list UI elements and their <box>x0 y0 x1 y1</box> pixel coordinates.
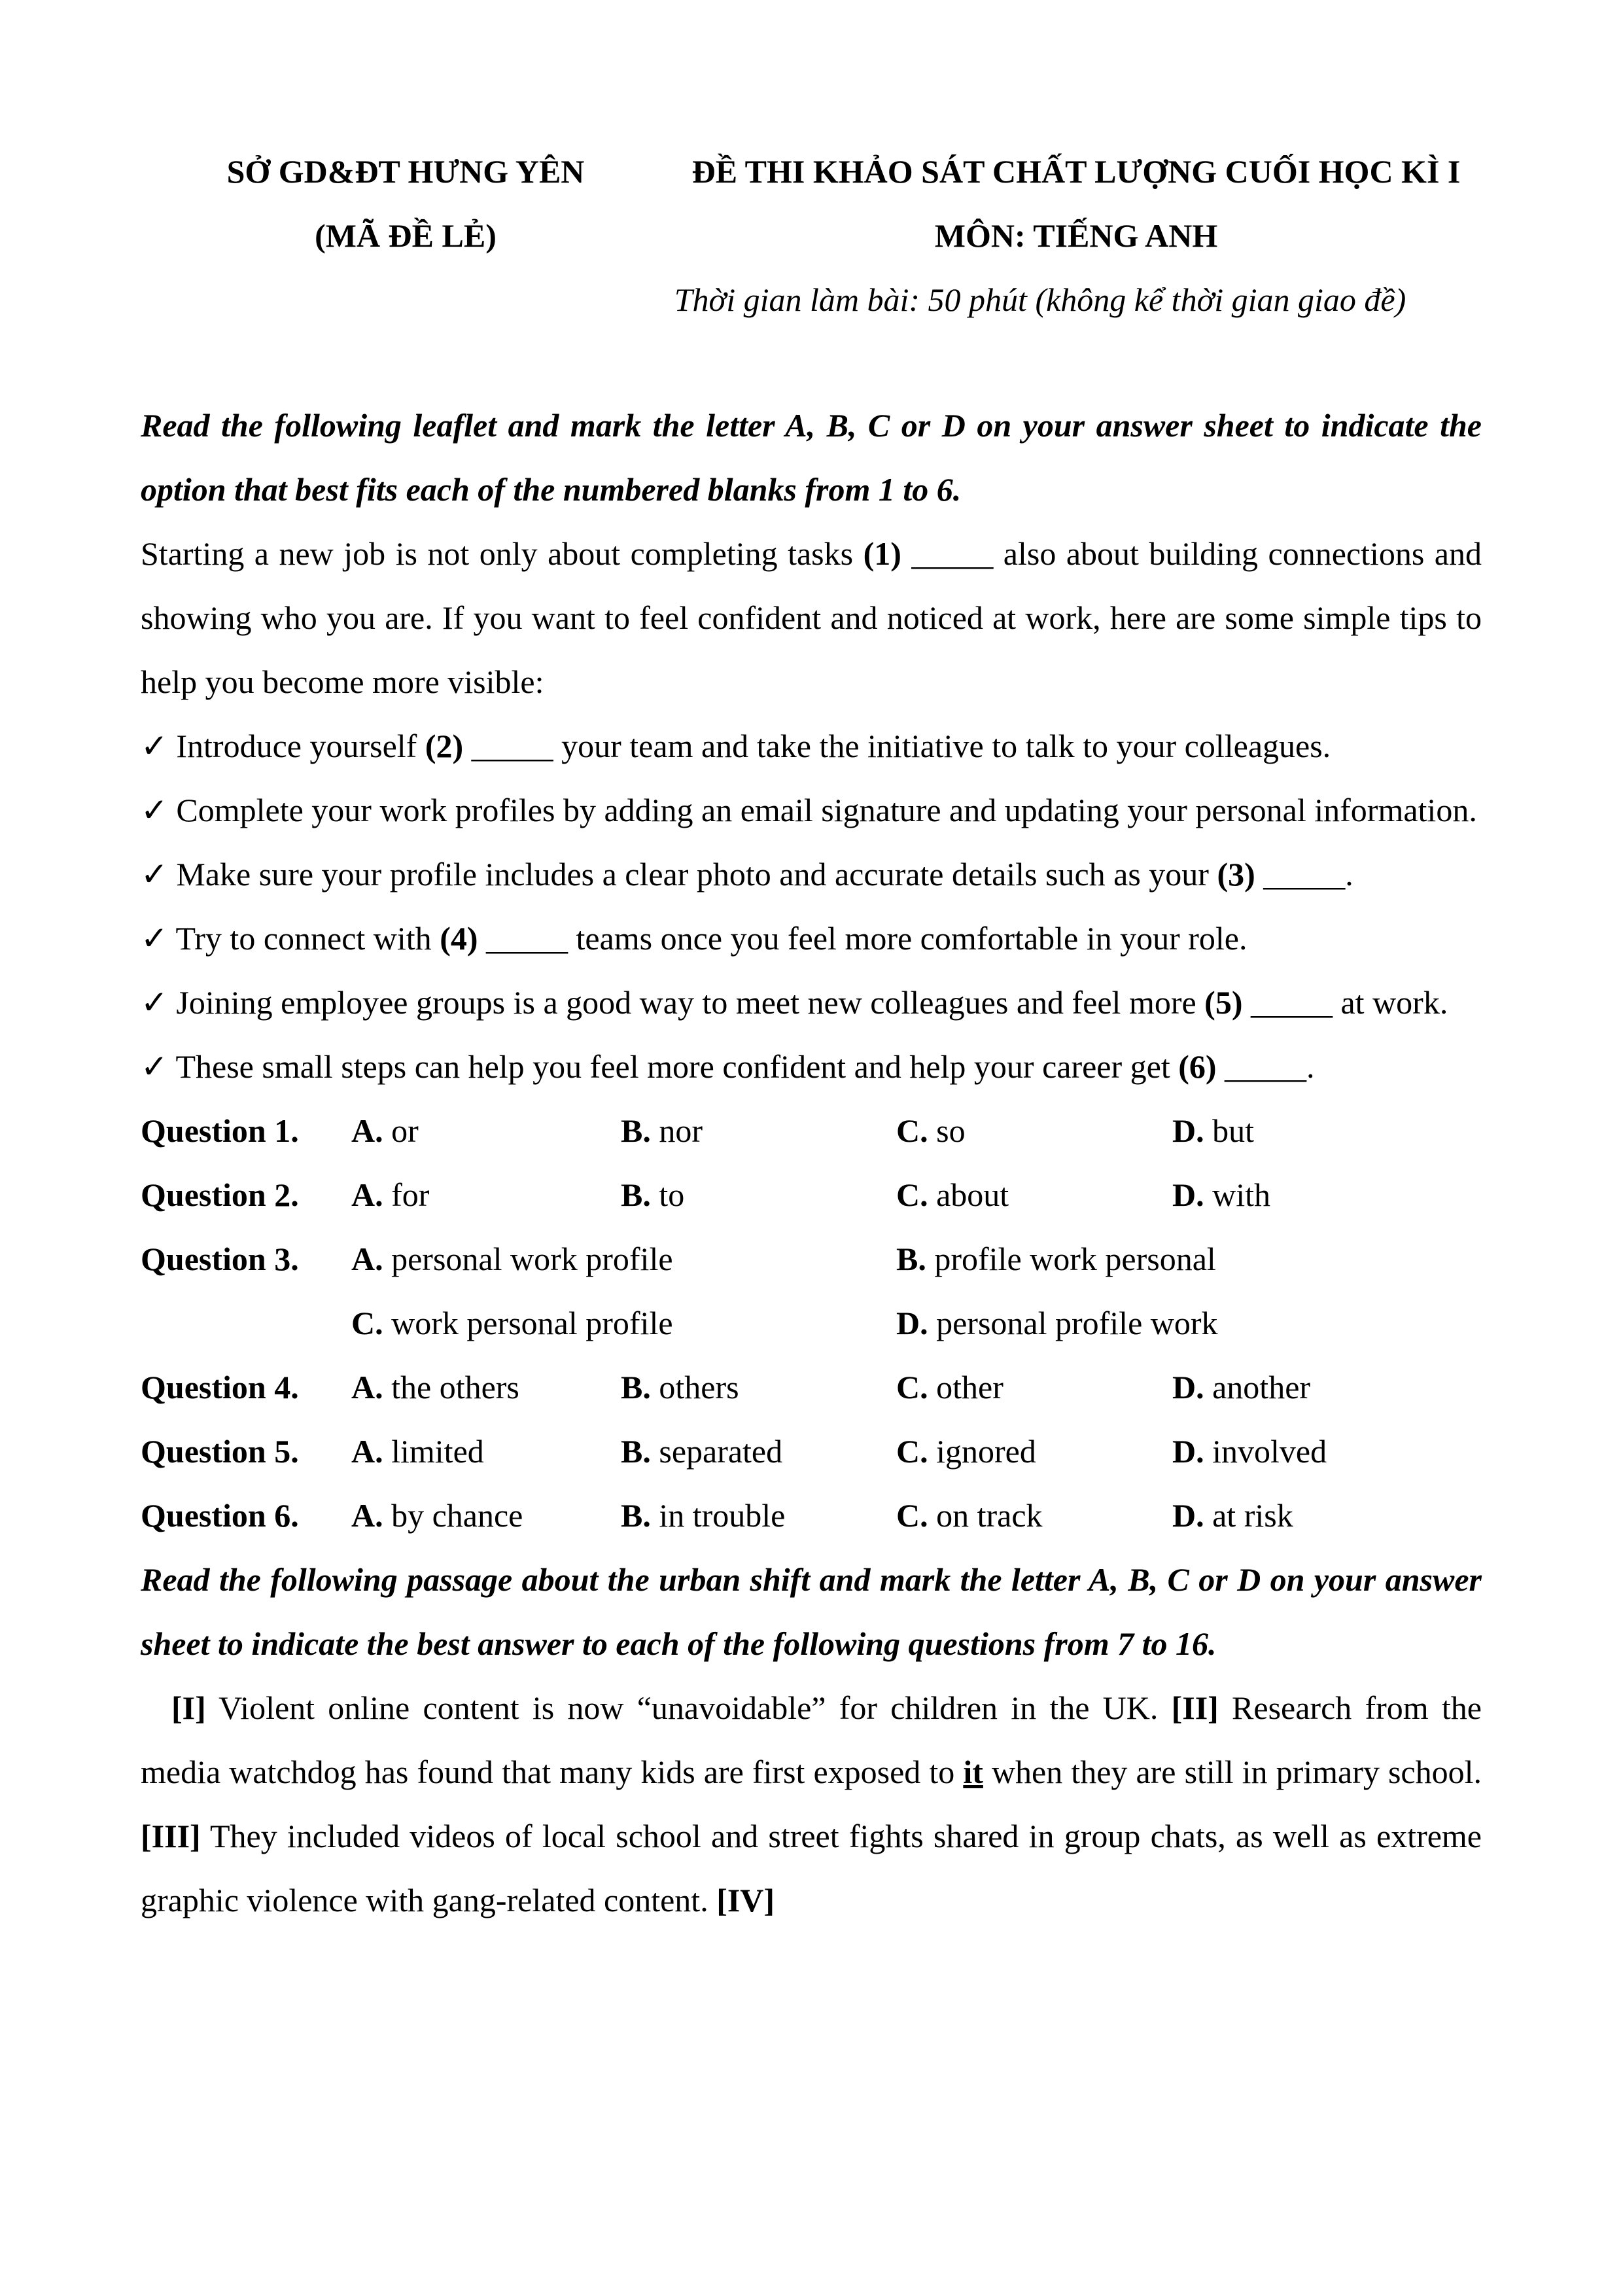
option-b <box>621 1099 896 1163</box>
tip-item-1: ✓ Introduce yourself (2) _____ your team and take the initiative to talk to your colleagues. <box>141 728 1331 764</box>
question-row-3 <box>141 1227 1482 1291</box>
option-text: nor <box>659 1112 703 1149</box>
tip-item-4: ✓ Try to connect with (4) _____ teams once you feel more comfortable in your role. <box>141 920 1248 957</box>
option-c <box>896 1099 1172 1163</box>
option-key: C. <box>351 1305 383 1341</box>
option-d <box>1172 1419 1482 1483</box>
tip-item-5: ✓ Joining employee groups is a good way to meet new colleagues and feel more (5) _____ at work. <box>141 984 1448 1021</box>
option-text: the others <box>391 1369 519 1405</box>
option-key: C. <box>896 1433 928 1470</box>
question-label: Question 6. <box>141 1497 299 1534</box>
option-b <box>896 1227 1482 1291</box>
option-text: work personal profile <box>391 1305 673 1341</box>
option-a <box>351 1483 621 1547</box>
option-text: involved <box>1212 1433 1327 1470</box>
option-key: D. <box>896 1305 928 1341</box>
option-a <box>351 1163 621 1227</box>
tip-item-3: ✓ Make sure your profile includes a clear photo and accurate details such as your (3) _____. <box>141 856 1353 892</box>
option-text: separated <box>659 1433 783 1470</box>
exam-header <box>141 139 1482 268</box>
subject-line: MÔN: TIẾNG ANH <box>934 217 1218 254</box>
option-text: at risk <box>1212 1497 1293 1534</box>
option-key: D. <box>1172 1433 1204 1470</box>
option-d <box>896 1291 1482 1355</box>
option-key: B. <box>621 1369 651 1405</box>
question-row-3-continued <box>141 1291 1482 1355</box>
reading-passage: [I] Violent online content is now “unavoidable” for children in the UK. [II] Research from the media watchdog has found that many kids are first exposed to it when they are still in primary school. [III] They included videos of local school and street fights shared in group chats, as well as extreme graphic violence with gang-related content. [IV] <box>141 1689 1482 1918</box>
option-text: with <box>1212 1176 1271 1213</box>
option-c <box>896 1419 1172 1483</box>
option-key: A. <box>351 1433 383 1470</box>
option-a <box>351 1227 896 1291</box>
option-key: A. <box>351 1369 383 1405</box>
option-key: A. <box>351 1241 383 1277</box>
option-text: to <box>659 1176 685 1213</box>
question-row-5 <box>141 1419 1482 1483</box>
department-name: SỞ GD&ĐT HƯNG YÊN <box>226 153 585 190</box>
option-key: B. <box>896 1241 926 1277</box>
option-text: limited <box>391 1433 484 1470</box>
option-b <box>621 1483 896 1547</box>
option-key: B. <box>621 1497 651 1534</box>
option-text: personal profile work <box>936 1305 1218 1341</box>
part2-instruction: Read the following passage about the urban shift and mark the letter A, B, C or D on your answer sheet to indicate the best answer to each of the following questions from 7 to 16. <box>141 1561 1482 1662</box>
question-row-4 <box>141 1355 1482 1419</box>
duration-note: Thời gian làm bài: 50 phút (không kể thời gian giao đề) <box>674 281 1406 318</box>
option-b <box>621 1419 896 1483</box>
option-key: D. <box>1172 1176 1204 1213</box>
option-text: or <box>391 1112 419 1149</box>
option-d <box>1172 1163 1482 1227</box>
option-c <box>896 1355 1172 1419</box>
option-text: others <box>659 1369 739 1405</box>
option-key: A. <box>351 1497 383 1534</box>
option-text: by chance <box>391 1497 523 1534</box>
option-c <box>896 1163 1172 1227</box>
tip-item-2: ✓ Complete your work profiles by adding an email signature and updating your personal information. <box>141 792 1477 828</box>
option-key: B. <box>621 1433 651 1470</box>
option-text: so <box>936 1112 966 1149</box>
question-row-2 <box>141 1163 1482 1227</box>
question-label: Question 2. <box>141 1176 299 1213</box>
option-key: A. <box>351 1176 383 1213</box>
option-key: B. <box>621 1176 651 1213</box>
option-text: in trouble <box>659 1497 786 1534</box>
option-c <box>351 1291 896 1355</box>
question-label: Question 5. <box>141 1433 299 1470</box>
option-a <box>351 1099 621 1163</box>
exam-code: (MÃ ĐỀ LẺ) <box>315 217 497 254</box>
option-text: for <box>391 1176 430 1213</box>
option-a <box>351 1355 621 1419</box>
option-key: B. <box>621 1112 651 1149</box>
option-key: C. <box>896 1497 928 1534</box>
option-b <box>621 1163 896 1227</box>
option-d <box>1172 1355 1482 1419</box>
option-text: about <box>936 1176 1009 1213</box>
option-key: D. <box>1172 1369 1204 1405</box>
option-text: on track <box>936 1497 1043 1534</box>
option-text: profile work personal <box>934 1241 1216 1277</box>
option-d <box>1172 1483 1482 1547</box>
option-key: C. <box>896 1112 928 1149</box>
leaflet-intro-paragraph: Starting a new job is not only about completing tasks (1) _____ also about building connections and showing who you are. If you want to feel confident and noticed at work, here are some simple tips to help you become more visible: <box>141 535 1482 700</box>
question-row-1 <box>141 1099 1482 1163</box>
question-label: Question 3. <box>141 1241 299 1277</box>
option-key: C. <box>896 1369 928 1405</box>
option-b <box>621 1355 896 1419</box>
question-label: Question 4. <box>141 1369 299 1405</box>
option-text: personal work profile <box>391 1241 673 1277</box>
option-text: but <box>1212 1112 1255 1149</box>
exam-title: ĐỀ THI KHẢO SÁT CHẤT LƯỢNG CUỐI HỌC KÌ I <box>691 153 1461 190</box>
option-key: D. <box>1172 1497 1204 1534</box>
option-key: D. <box>1172 1112 1204 1149</box>
option-d <box>1172 1099 1482 1163</box>
option-text: other <box>936 1369 1003 1405</box>
question-row-6 <box>141 1483 1482 1547</box>
part1-instruction: Read the following leaflet and mark the letter A, B, C or D on your answer sheet to indicate the option that best fits each of the numbered blanks from 1 to 6. <box>141 407 1482 508</box>
question-label: Question 1. <box>141 1112 299 1149</box>
option-text: another <box>1212 1369 1311 1405</box>
tip-item-6: ✓ These small steps can help you feel more confident and help your career get (6) _____. <box>141 1048 1315 1085</box>
option-key: A. <box>351 1112 383 1149</box>
option-c <box>896 1483 1172 1547</box>
option-a <box>351 1419 621 1483</box>
question-label-spacer <box>141 1291 351 1355</box>
option-key: C. <box>896 1176 928 1213</box>
option-text: ignored <box>936 1433 1036 1470</box>
